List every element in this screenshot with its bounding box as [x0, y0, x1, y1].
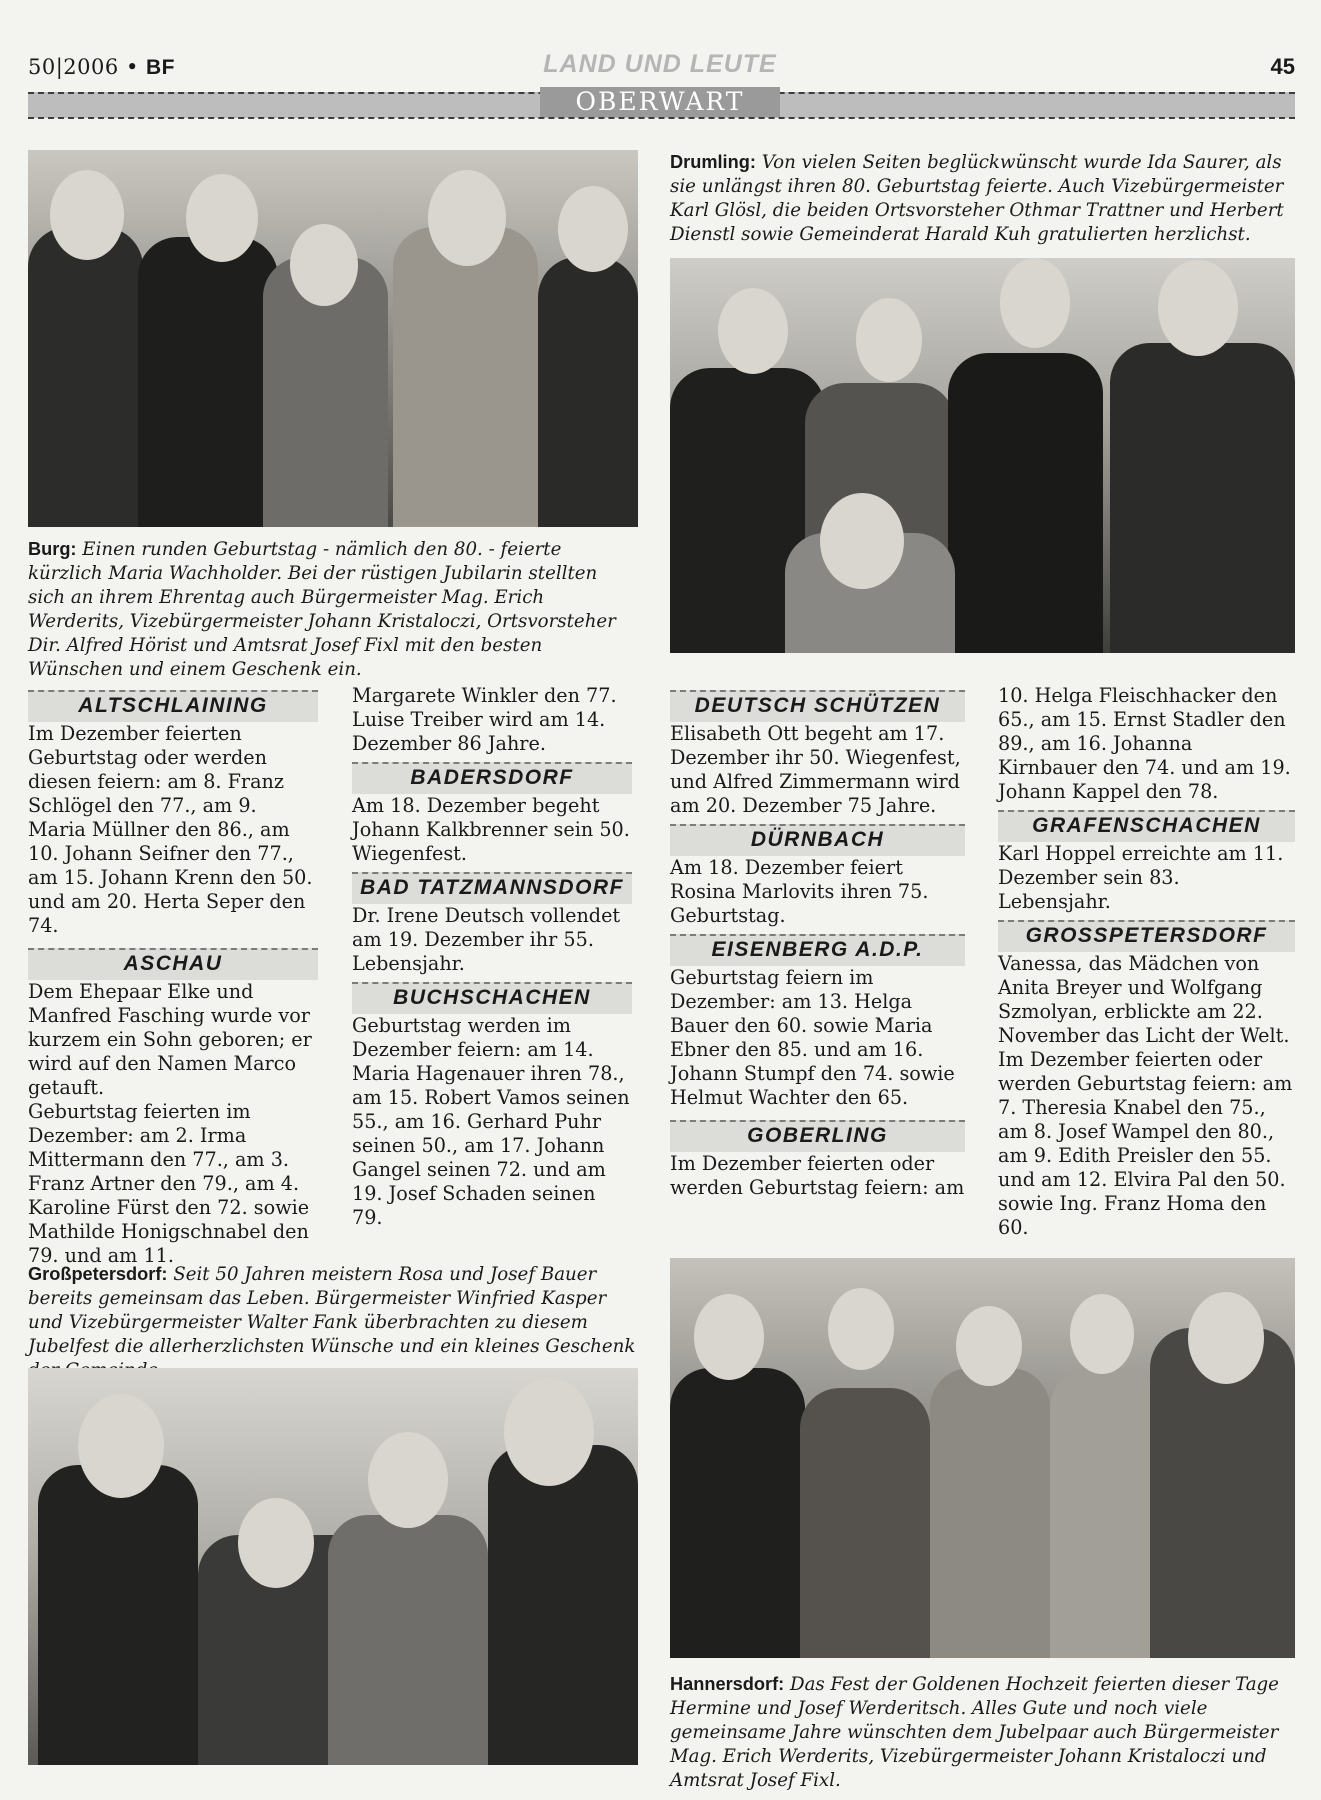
section-text: Geburtstag feierten im Dezember: am 2. Irma Mittermann den 77., am 3. Franz Artner den 79., am 4. Karoline Fürst den 72. sowie Mathilde Honigschnabel den 79. und am 11. — [28, 1100, 310, 1267]
section-text: Im Dezember feierten oder werden Geburtstag feiern: am — [670, 1152, 965, 1199]
section-text: Geburtstag feiern im Dezember: am 13. Helga Bauer den 60. sowie Maria Ebner den 85. und am 16. Johann Stumpf den 74. sowie Helmut Wachter den 65. — [670, 966, 955, 1109]
section-text: 10. Helga Fleischhacker den 65., am 15. Ernst Stadler den 89., am 16. Johanna Kirnbauer den 74. und am 19. Johann Kappel den 78. — [998, 684, 1291, 803]
caption-hannersdorf — [670, 1672, 1295, 1793]
caption-drumling — [670, 150, 1295, 247]
section-text: Vanessa, das Mädchen von Anita Breyer und Wolfgang Szmolyan, erblickte am 22. November das Licht der Welt. Im Dezember feierten oder werden Geburtstag feiern: am 7. Theresia Knabel den 75., am 8. Josef Wampel den 80., am 9. Edith Preisler den 55. und am 12. Elvira Pal den 50. sowie Ing. Franz Homa den 60. — [998, 952, 1293, 1239]
section-heading: ALTSCHLAINING — [28, 690, 318, 722]
photo-drumling — [670, 258, 1295, 653]
section-heading: BADERSDORF — [352, 762, 632, 794]
caption-text: Das Fest der Goldenen Hochzeit feierten dieser Tage Hermine und Josef Werderitsch. Alles Gute und noch viele gemeinsame Jahre wünschten dem Jubelpaar auch Bürgermeister Mag. Erich Werderits, Vizebürgermeister Johann Kristaloczi und Amtsrat Josef Fixl. — [670, 1674, 1279, 1791]
column-2 — [352, 684, 632, 1230]
section-heading: DÜRNBACH — [670, 824, 965, 856]
section-heading: GOBERLING — [670, 1120, 965, 1152]
section-heading: EISENBERG A.D.P. — [670, 934, 965, 966]
paper-name: BF — [146, 56, 176, 79]
issue-number: 50|2006 — [28, 55, 119, 79]
caption-grosspetersdorf — [28, 1262, 638, 1383]
caption-text: Seit 50 Jahren meistern Rosa und Josef Bauer bereits gemeinsam das Leben. Bürgermeister Winfried Kasper und Vizebürgermeister Walter Fank überbrachten zu diesem Jubelfest die allerherzlichsten Wünsche und ein kleines Geschenk — [28, 1264, 636, 1357]
section-text: Am 18. Dezember begeht Johann Kalkbrenner sein 50. Wiegenfest. — [352, 794, 630, 865]
section-title: LAND UND LEUTE — [543, 50, 777, 78]
bullet-separator: • — [125, 55, 139, 79]
column-4 — [998, 684, 1295, 1240]
issue-info — [28, 55, 175, 80]
caption-place: Hannersdorf: — [670, 1674, 785, 1694]
photo-burg — [28, 150, 638, 527]
caption-place: Großpetersdorf: — [28, 1264, 168, 1284]
caption-place: Drumling: — [670, 152, 756, 172]
region-title: OBERWART — [540, 87, 780, 117]
section-text: Im Dezember feierten Geburtstag oder werden diesen feiern: am 8. Franz Schlögel den 77., am 9. Maria Müllner den 86., am 10. Johann Seifner den 77., am 15. Johann Krenn den 50. und am 20. Herta Seper den 74. — [28, 722, 313, 937]
section-heading: BUCHSCHACHEN — [352, 982, 632, 1014]
section-heading: GRAFENSCHACHEN — [998, 810, 1295, 842]
section-text: Geburtstag werden im Dezember feiern: am 14. Maria Hagenauer ihren 78., am 15. Robert Vamos seinen 55., am 16. Gerhard Puhr seinen 50., am 17. Johann Gangel seinen 72. und am 19. Josef Schaden seinen 79. — [352, 1014, 630, 1229]
column-3 — [670, 688, 965, 1200]
page-number: 45 — [1270, 54, 1295, 79]
section-heading: BAD TATZMANNSDORF — [352, 872, 632, 904]
banner-divider-bottom — [28, 117, 1295, 119]
caption-text: Von vielen Seiten beglückwünscht wurde Ida Saurer, als sie unlängst ihren 80. Geburtstag feierte. Auch Vizebürgermeister Karl Glösl, die beiden Ortsvorsteher Othmar Trattner und Herbert Dienstl sowie Gemeinderat Harald Kuh gratulierten herzlichst. — [670, 152, 1284, 245]
section-heading: GROSSPETERSDORF — [998, 920, 1295, 952]
column-1 — [28, 688, 318, 1268]
section-text: Am 18. Dezember feiert Rosina Marlovits ihren 75. Geburtstag. — [670, 856, 929, 927]
caption-text: Einen runden Geburtstag - nämlich den 80. - feierte kürzlich Maria Wachholder. Bei der rüstigen Jubilarin stellten sich an ihrem Ehrentag auch Bürgermeister Mag. Erich Werderits, Vizebürgermeister Johann Kristaloczi, Ortsvorsteher Dir. Alfred Hörist und Amtsrat Josef Fixl mit den besten Wünschen und einem Geschenk ein. — [28, 539, 616, 680]
photo-hannersdorf — [670, 1258, 1295, 1658]
section-text: Margarete Winkler den 77. Luise Treiber wird am 14. Dezember 86 Jahre. — [352, 684, 617, 755]
photo-grosspetersdorf — [28, 1368, 638, 1765]
caption-place: Burg: — [28, 539, 77, 559]
section-text: Dr. Irene Deutsch vollendet am 19. Dezember ihr 55. Lebensjahr. — [352, 904, 621, 975]
caption-burg — [28, 537, 638, 682]
section-heading: DEUTSCH SCHÜTZEN — [670, 690, 965, 722]
section-text: Karl Hoppel erreichte am 11. Dezember sein 83. Lebensjahr. — [998, 842, 1284, 913]
section-text: Dem Ehepaar Elke und Manfred Fasching wurde vor kurzem ein Sohn geboren; er wird auf den Namen Marco getauft. — [28, 980, 312, 1099]
section-heading: ASCHAU — [28, 948, 318, 980]
section-text: Elisabeth Ott begeht am 17. Dezember ihr 50. Wiegenfest, und Alfred Zimmermann wird am 20. Dezember 75 Jahre. — [670, 722, 961, 817]
